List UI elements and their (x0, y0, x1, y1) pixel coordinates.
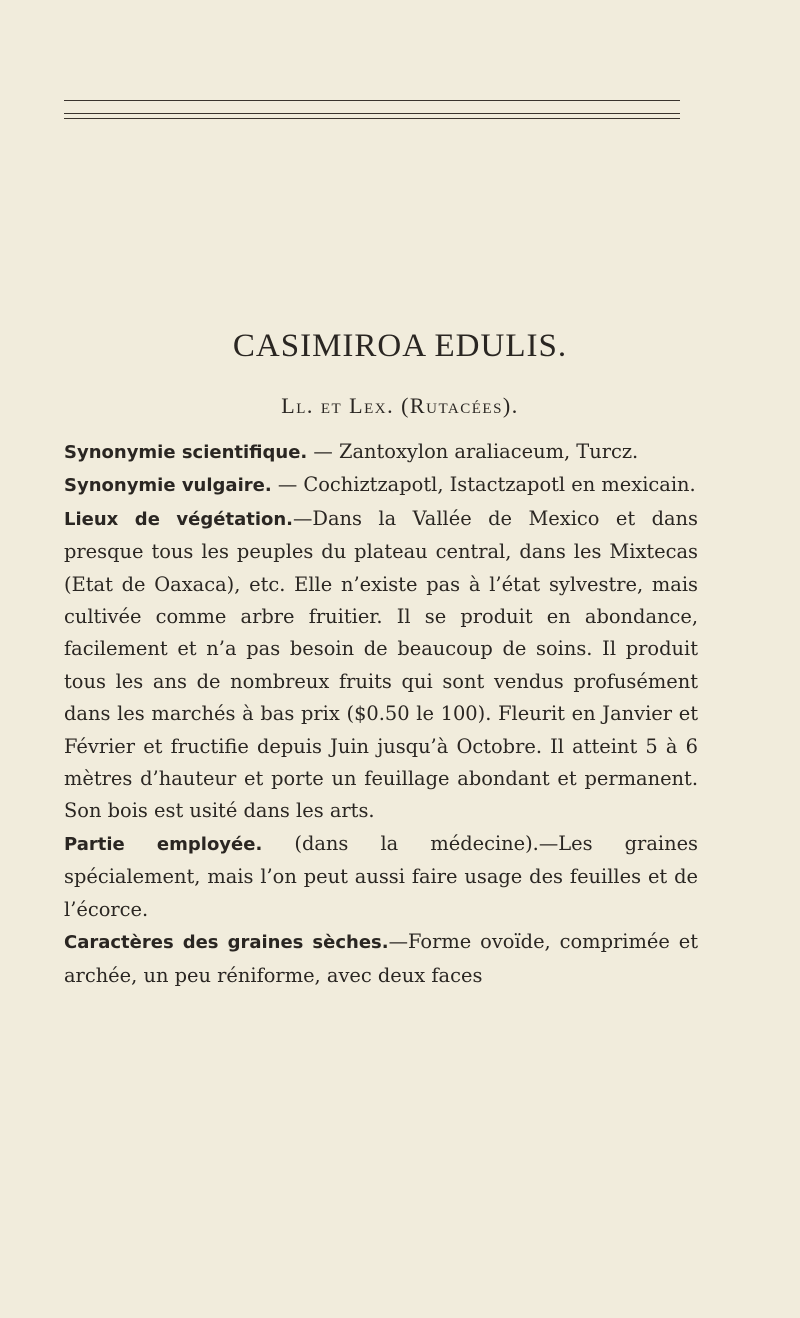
entry-text: (dans la médecine).—Les graines spécialement, mais l’on peut aussi faire usage des feuilles et de l’écorce. (64, 831, 698, 921)
top-rule (64, 113, 680, 114)
entry-lieux-de-vegetation (64, 503, 698, 828)
body-text (64, 436, 698, 992)
entry-label: Synonymie scientifique. (64, 442, 308, 463)
entry-text: — Cochiztzapotl, Istactzapotl en mexicain. (271, 473, 696, 497)
entry-text: —Dans la Vallée de Mexico et dans presque tous les peuples du plateau central, dans les Mixtecas (Etat de Oaxaca), etc. Elle n’existe pas à l’état sylvestre, mais cultivée comme arbre fruitier. Il se produit en abondance, facilement et n’a pas besoin de beaucoup de soins. Il produit tous les ans de nombreux fruits qui sont vendus profusément dans les marchés à bas prix ($0.50 le 100). Fleurit en Janvier et Février et fructifie depuis Juin jusqu’à Octobre. Il atteint 5 à 6 mètres d’hauteur et porte un feuillage abondant et permanent. Son bois est usité dans les arts. (64, 506, 698, 823)
page-subtitle: Ll. et Lex. (Rutacées). (281, 393, 519, 418)
entry-text: —Forme ovoïde, comprimée et archée, un peu réniforme, avec deux faces (64, 930, 699, 987)
entry-label: Partie employée. (64, 833, 263, 855)
entry-text: — Zantoxylon araliaceum, Turcz. (307, 440, 639, 463)
top-rule (64, 100, 680, 101)
entry-label: Caractères des graines sèches. (64, 932, 389, 954)
entry-synonymie-scientifique (64, 436, 698, 469)
page-title: CASIMIROA EDULIS. (232, 328, 568, 364)
top-rule (64, 118, 680, 119)
entry-caracteres-graines (64, 926, 698, 992)
entry-label: Lieux de végétation. (64, 508, 294, 530)
entry-partie-employee (64, 828, 698, 926)
entry-label: Synonymie vulgaire. (64, 475, 272, 497)
entry-synonymie-vulgaire (64, 469, 698, 502)
